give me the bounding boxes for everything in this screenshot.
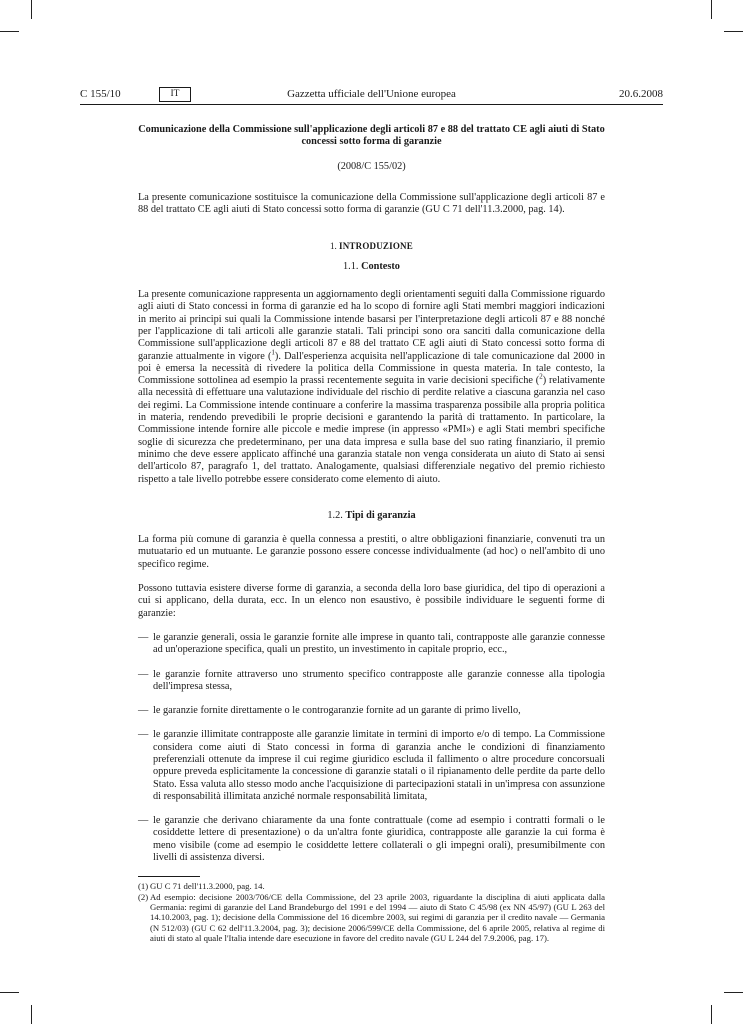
crop-mark-bottom-left-h bbox=[0, 992, 19, 993]
document-reference: (2008/C 155/02) bbox=[337, 160, 406, 172]
list-item-text: le garanzie generali, ossia le garanzie fornite alle imprese in quanto tali, contrapposte alle garanzie connesse ad un'operazione specifica, quali un prestito, un investimento in capitale proprio, ecc., bbox=[153, 631, 605, 656]
section-1-number: 1. bbox=[330, 241, 337, 252]
footnote-ref-2: 2 bbox=[539, 372, 543, 381]
language-box: IT bbox=[159, 87, 191, 102]
header-rule bbox=[80, 104, 663, 105]
crop-mark-top-left-h bbox=[0, 31, 19, 32]
list-item bbox=[138, 632, 605, 657]
subsection-1-2-number: 1.2. bbox=[327, 509, 343, 521]
subsection-1-2-heading bbox=[138, 510, 605, 522]
crop-mark-bottom-right-v bbox=[711, 1005, 712, 1024]
intro-paragraph: La presente comunicazione sostituisce la comunicazione della Commissione sull'applicazione degli articoli 87 e 88 del trattato CE agli aiuti di Stato concessi sotto forma di garanzie (GU C 71 dell'11.3.2000, pag. 14). bbox=[138, 191, 605, 216]
crop-mark-top-left-v bbox=[31, 0, 32, 19]
crop-mark-bottom-left-v bbox=[31, 1005, 32, 1024]
list-item-text: le garanzie illimitate contrapposte alle garanzie limitate in termini di importo e/o di tempo. La Commissione considera come aiuti di Stato concessi in forma di garanzia anche le condizioni di finanziamento preferenziali ottenute da imprese il cui regime giuridico escluda il fallimento o altre procedure concorsuali oppure preveda esplicitamente la concessione di garanzie statali o il ripianamento delle perdite da parte dello Stato. Essa valuta allo stesso modo anche l'acquisizione di partecipazioni statali in un'impresa con assunzione di responsabilità illimitata anziché normale responsabilità limitata, bbox=[153, 729, 605, 802]
list-item-text: le garanzie che derivano chiaramente da una fonte contrattuale (come ad esempio i contratti formali o le cosiddette lettere di presentazione) o da un'altra fonte giuridica, contrapposte alle garanzie la cui forma è meno visibile (come ad esempio le cosiddette lettere collaterali o gli impegni orali), presumibilmente con livelli di assistenza diversi. bbox=[153, 815, 605, 864]
footnote-ref-1: 1 bbox=[271, 348, 275, 357]
page-header bbox=[80, 86, 663, 104]
document-body bbox=[138, 124, 605, 943]
context-text-a: La presente comunicazione rappresenta un aggiornamento degli orientamenti seguiti dalla Commissione riguardo agli aiuti di Stato concessi in forma di garanzie ed ha lo scopo di fornire agli Stati membri maggiori indicazioni in merito ai principi sui quali la Commissione intende basarsi per l'interpretazione degli articoli 87 e 88 nonché per l'applicazione di tali articoli alle garanzie statali. Tali principi sono ora sanciti dalla comunicazione della Commissione sull'applicazione degli articoli 87 e 88 del trattato CE agli aiuti di Stato concessi sotto forma di garanzie attualmente in vigore ( bbox=[138, 289, 605, 362]
list-dash: — bbox=[138, 705, 149, 717]
list-item bbox=[138, 669, 605, 694]
section-1-heading bbox=[138, 240, 605, 252]
footnote-text: GU C 71 dell'11.3.2000, pag. 14. bbox=[150, 881, 265, 892]
footnote-mark: (1) bbox=[138, 881, 149, 892]
context-text-b: ). Dall'esperienza acquisita nell'applicazione di tale comunicazione dal 2000 in poi è emersa la necessità di rivedere la politica della Commissione in questa materia. In tale contesto, la Commissione sottolinea ad esempio la prassi recentemente seguita in varie decisioni specifiche ( bbox=[138, 350, 605, 387]
subsection-1-1-number: 1.1. bbox=[343, 260, 359, 272]
journal-name: Gazzetta ufficiale dell'Unione europea bbox=[287, 88, 456, 100]
footnote-1 bbox=[138, 881, 605, 891]
footnotes bbox=[138, 881, 605, 943]
document-title: Comunicazione della Commissione sull'applicazione degli articoli 87 e 88 del trattato CE agli aiuti di Stato concessi sotto forma di garanzie bbox=[138, 124, 605, 148]
crop-mark-top-right-h bbox=[724, 31, 743, 32]
footnote-mark: (2) bbox=[138, 891, 149, 902]
context-text-c: ) relativamente alla necessità di effettuare una valutazione individuale del rischio di perdite relative a ciascuna garanzia nel caso dei regimi. La Commissione intende continuare a conferire la massima trasparenza possibile alla propria politica in materia, rendendo prevedibili le proprie decisioni e garantendo la parità di trattamento. In particolare, la Commissione intende fornire alle piccole e medie imprese (in appresso «PMI») e agli Stati membri specifiche soglie di sicurezza che predeterminano, per una data impresa e sulla base del suo rating finanziario, il premio minimo che deve essere applicato affinché una garanzia statale non venga considerata un aiuto di Stato ai sensi dell'articolo 87, paragrafo 1, del trattato. Analogamente, qualsiasi differenziale negativo del premio richiesto rispetto a tale livello potrebbe essere considerato come elemento di aiuto. bbox=[138, 375, 605, 485]
crop-mark-bottom-right-h bbox=[724, 992, 743, 993]
list-dash: — bbox=[138, 631, 149, 643]
crop-mark-top-right-v bbox=[711, 0, 712, 19]
footnote-text: Ad esempio: decisione 2003/706/CE della Commissione, del 23 aprile 2003, riguardante la disciplina di aiuti applicata dalla Germania: regimi di garanzie del Land Brandeburgo del 1991 e del 1994 — aiuto di Stato C 45/98 (ex NN 45/97) (GU L 263 del 14.10.2003, pag. 1); decisione della Commissione del 16 dicembre 2003, sui regimi di garanzia per il credito navale — Germania (N 512/03) (GU C 62 dell'11.3.2004, pag. 3); decisione 2006/599/CE della Commissione, del 6 aprile 2005, relativa al regime di aiuti di stato al quale l'Italia intende dare esecuzione in favore del credito navale (GU L 244 del 7.9.2006, pag. 17). bbox=[150, 891, 605, 943]
subsection-1-1-title: Contesto bbox=[361, 260, 400, 272]
guarantee-list bbox=[138, 632, 605, 864]
publication-date: 20.6.2008 bbox=[619, 88, 663, 100]
list-dash: — bbox=[138, 668, 149, 680]
list-item-text: le garanzie fornite attraverso uno strumento specifico contrapposte alle garanzie connesse alla tipologia dell'impresa stessa, bbox=[153, 668, 605, 692]
guarantee-paragraph-1: La forma più comune di garanzia è quella connessa a prestiti, o altre obbligazioni finanziarie, convenuti tra un mutuatario ed un mutuante. Le garanzie possono essere concesse individualmente (ad hoc) o nell'ambito di uno specifico regime. bbox=[138, 534, 605, 570]
list-item bbox=[138, 729, 605, 803]
list-item bbox=[138, 815, 605, 864]
list-item-text: le garanzie fornite direttamente o le controgaranzie fornite ad un garante di primo livello, bbox=[153, 705, 521, 717]
subsection-1-1-heading bbox=[138, 261, 605, 273]
guarantee-paragraph-2: Possono tuttavia esistere diverse forme di garanzia, a seconda della loro base giuridica, del tipo di operazioni a cui si applicano, della durata, ecc. In un elenco non esaustivo, è possibile individuare le seguenti forme di garanzie: bbox=[138, 583, 605, 619]
list-item bbox=[138, 705, 605, 717]
list-dash: — bbox=[138, 815, 149, 827]
footnote-rule bbox=[138, 876, 200, 877]
subsection-1-2-title: Tipi di garanzia bbox=[345, 509, 416, 521]
context-paragraph bbox=[138, 289, 605, 486]
footnote-2 bbox=[138, 892, 605, 943]
section-1-title: INTRODUZIONE bbox=[339, 241, 413, 252]
issue-number: C 155/10 bbox=[80, 88, 121, 100]
list-dash: — bbox=[138, 729, 149, 741]
